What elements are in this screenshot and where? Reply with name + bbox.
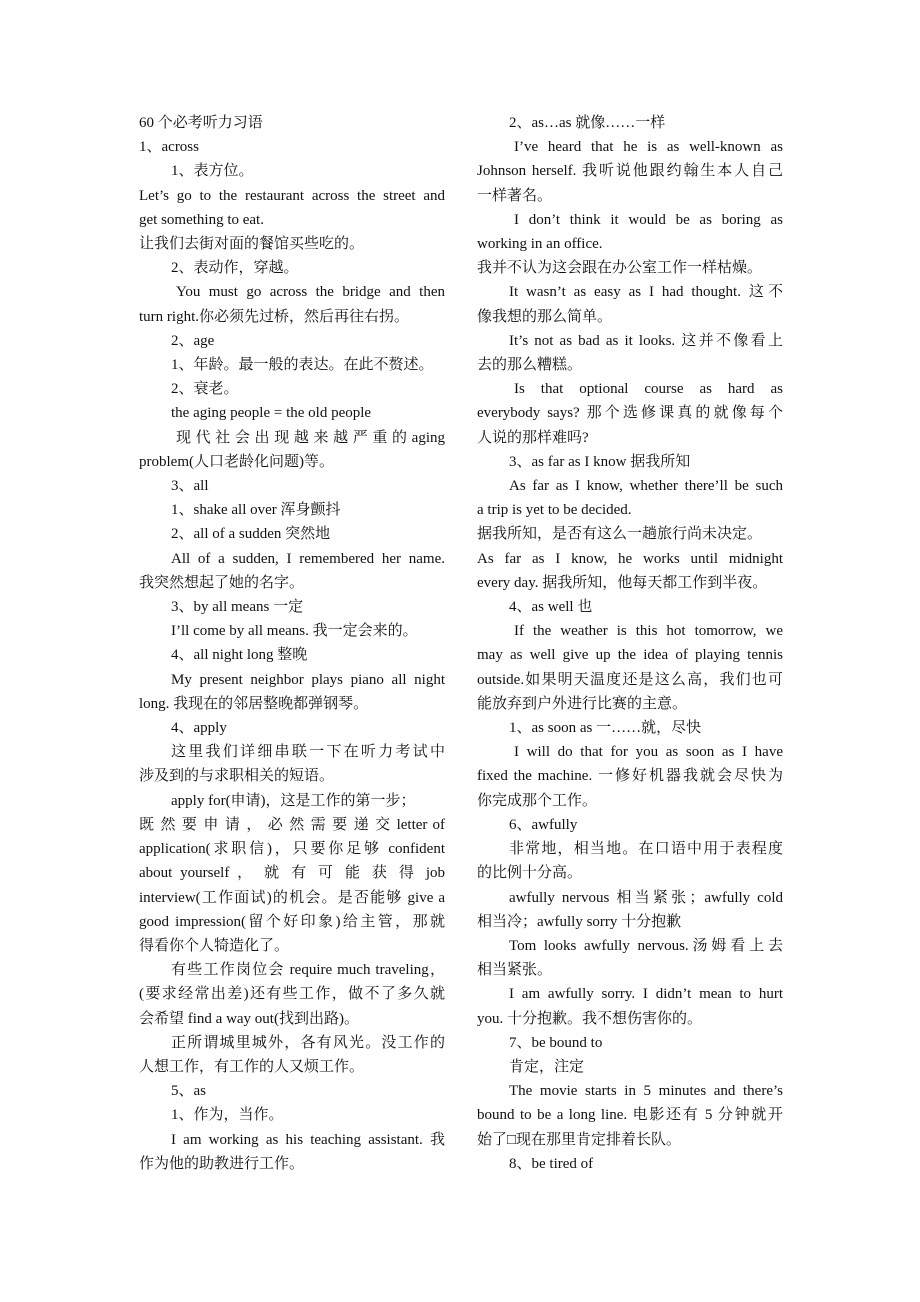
text-line: 作为他的助教进行工作。 bbox=[139, 1155, 305, 1172]
text-line: Let’s go to the restaurant across the street and bbox=[139, 187, 445, 204]
text-line: 像我想的那么简单。 bbox=[477, 308, 613, 325]
text-line: 一样著名。 bbox=[477, 187, 553, 204]
section-heading: 5、as bbox=[171, 1083, 206, 1100]
text-line: get something to eat. bbox=[139, 211, 264, 228]
text-line: Johnson herself. 我听说他跟约翰生本人自己 bbox=[477, 163, 783, 180]
text-line: 据我所知，是否有这么一趟旅行尚未决定。 bbox=[477, 526, 763, 543]
text-line: You must go across the bridge and then bbox=[176, 284, 445, 301]
section-heading: 4、apply bbox=[171, 720, 227, 737]
text-line: 正所谓城里城外，各有风光。没工作的 bbox=[171, 1034, 445, 1051]
section-heading: 1、across bbox=[139, 139, 199, 156]
text-line: long. 我现在的邻居整晚都弹钢琴。 bbox=[139, 695, 369, 712]
text-line: about yourself ， 就 有 可 能 获 得 job bbox=[139, 865, 445, 882]
text-line: 非常地，相当地。在口语中用于表程度 bbox=[509, 841, 783, 858]
subheading: 2、all of a sudden 突然地 bbox=[171, 526, 331, 543]
text-line: 去的那么糟糕。 bbox=[477, 357, 583, 374]
text-line: the aging people = the old people bbox=[171, 405, 372, 422]
text-line: turn right.你必须先过桥，然后再往右拐。 bbox=[139, 308, 409, 325]
text-line: 相当紧张。 bbox=[477, 962, 553, 979]
text-line: I’ve heard that he is as well-known as bbox=[514, 139, 783, 156]
section-heading: 6、awfully bbox=[509, 816, 578, 833]
text-line: 能放弃到户外进行比赛的主意。 bbox=[477, 695, 688, 712]
subheading: 1、表方位。 bbox=[171, 163, 254, 180]
text-line: 的比例十分高。 bbox=[477, 865, 583, 882]
text-line: 这里我们详细串联一下在听力考试中 bbox=[171, 744, 445, 761]
subheading: 1、shake all over 浑身颤抖 bbox=[171, 502, 341, 519]
text-line: 人说的那样难吗? bbox=[477, 429, 589, 446]
text-line: If the weather is this hot tomorrow, we bbox=[514, 623, 783, 640]
text-line: bound to be a long line. 电影还有 5 分钟就开 bbox=[477, 1107, 783, 1124]
subheading: 1、as soon as 一……就，尽快 bbox=[509, 720, 702, 737]
text-line: may as well give up the idea of playing tennis bbox=[477, 647, 783, 664]
text-line: outside.如果明天温度还是这么高，我们也可 bbox=[477, 671, 783, 688]
text-line: 涉及到的与求职相关的短语。 bbox=[139, 768, 335, 785]
text-line: fixed the machine. 一修好机器我就会尽快为 bbox=[477, 768, 783, 785]
subheading: 3、by all means 一定 bbox=[171, 599, 304, 616]
section-heading: 2、age bbox=[171, 332, 215, 349]
section-heading: 3、all bbox=[171, 478, 209, 495]
text-line: good impression(留个好印象)给主管，那就 bbox=[139, 913, 445, 930]
text-line: 我并不认为这会跟在办公室工作一样枯燥。 bbox=[477, 260, 763, 277]
section-heading: 8、be tired of bbox=[509, 1155, 594, 1172]
text-line: 人想工作，有工作的人又烦工作。 bbox=[139, 1058, 365, 1075]
text-line: awfully nervous 相当紧张；awfully cold bbox=[509, 889, 783, 906]
text-line: It wasn’t as easy as I had thought. 这不 bbox=[509, 284, 783, 301]
text-line: 始了□现在那里肯定排着长队。 bbox=[477, 1131, 682, 1148]
text-line: All of a sudden, I remembered her name. bbox=[171, 550, 445, 567]
subheading: 2、表动作，穿越。 bbox=[171, 260, 299, 277]
text-line: 让我们去街对面的餐馆买些吃的。 bbox=[139, 236, 365, 253]
text-line: interview(工作面试)的机会。是否能够 give a bbox=[139, 889, 445, 906]
text-line: apply for(申请)，这是工作的第一步； bbox=[171, 792, 416, 809]
text-line: every day. 据我所知，他每天都工作到半夜。 bbox=[477, 574, 768, 591]
subheading: 1、年龄。最一般的表达。在此不赘述。 bbox=[171, 357, 434, 374]
subheading: 肯定，注定 bbox=[509, 1058, 585, 1075]
section-heading: 7、be bound to bbox=[509, 1034, 603, 1051]
text-line: 我突然想起了她的名字。 bbox=[139, 574, 305, 591]
text-line: a trip is yet to be decided. bbox=[477, 502, 632, 519]
text-line: (要求经常出差)还有些工作，做不了多久就 bbox=[139, 986, 445, 1003]
doc-title: 60 个必考听力习语 bbox=[139, 115, 263, 131]
text-line: everybody says? 那个选修课真的就像每个 bbox=[477, 405, 783, 422]
subheading: 1、作为，当作。 bbox=[171, 1107, 284, 1124]
text-line: working in an office. bbox=[477, 236, 603, 253]
subheading: 3、as far as I know 据我所知 bbox=[509, 453, 691, 470]
text-line: 会希望 find a way out(找到出路)。 bbox=[139, 1010, 359, 1027]
text-line: application(求职信)，只要你足够 confident bbox=[139, 841, 445, 858]
text-line: 相当冷；awfully sorry 十分抱歉 bbox=[477, 913, 682, 930]
text-line: Is that optional course as hard as bbox=[514, 381, 783, 398]
text-line: 你完成那个工作。 bbox=[477, 792, 598, 809]
left-column bbox=[139, 111, 445, 1176]
text-line: 得看你个人犄造化了。 bbox=[139, 937, 290, 954]
text-line: 有些工作岗位会 require much traveling， bbox=[171, 962, 445, 979]
subheading: 4、as well 也 bbox=[509, 599, 593, 616]
text-line: 现 代 社 会 出 现 越 来 越 严 重 的 aging bbox=[176, 429, 445, 446]
subheading: 2、as…as 就像……一样 bbox=[509, 115, 666, 131]
subheading: 4、all night long 整晚 bbox=[171, 647, 308, 664]
text-line: you. 十分抱歉。我不想伤害你的。 bbox=[477, 1010, 703, 1027]
text-line: It’s not as bad as it looks. 这并不像看上 bbox=[509, 332, 783, 349]
text-line: As far as I know, whether there’ll be such bbox=[509, 478, 783, 495]
text-line: My present neighbor plays piano all night bbox=[171, 671, 445, 688]
subheading: 2、衰老。 bbox=[171, 381, 239, 398]
text-line: I am working as his teaching assistant. 我 bbox=[171, 1131, 445, 1148]
text-line: I’ll come by all means. 我一定会来的。 bbox=[171, 623, 418, 640]
text-line: problem(人口老龄化问题)等。 bbox=[139, 453, 334, 470]
text-line: 既 然 要 申 请 ， 必 然 需 要 递 交 letter of bbox=[139, 816, 445, 833]
text-line: I will do that for you as soon as I have bbox=[514, 744, 783, 761]
text-line: The movie starts in 5 minutes and there’s bbox=[509, 1083, 783, 1100]
text-line: I don’t think it would be as boring as bbox=[514, 211, 783, 228]
text-line: Tom looks awfully nervous.汤姆看上去 bbox=[509, 937, 783, 954]
text-line: As far as I know, he works until midnight bbox=[477, 550, 783, 567]
right-column bbox=[477, 111, 783, 1176]
text-line: I am awfully sorry. I didn’t mean to hurt bbox=[509, 986, 783, 1003]
